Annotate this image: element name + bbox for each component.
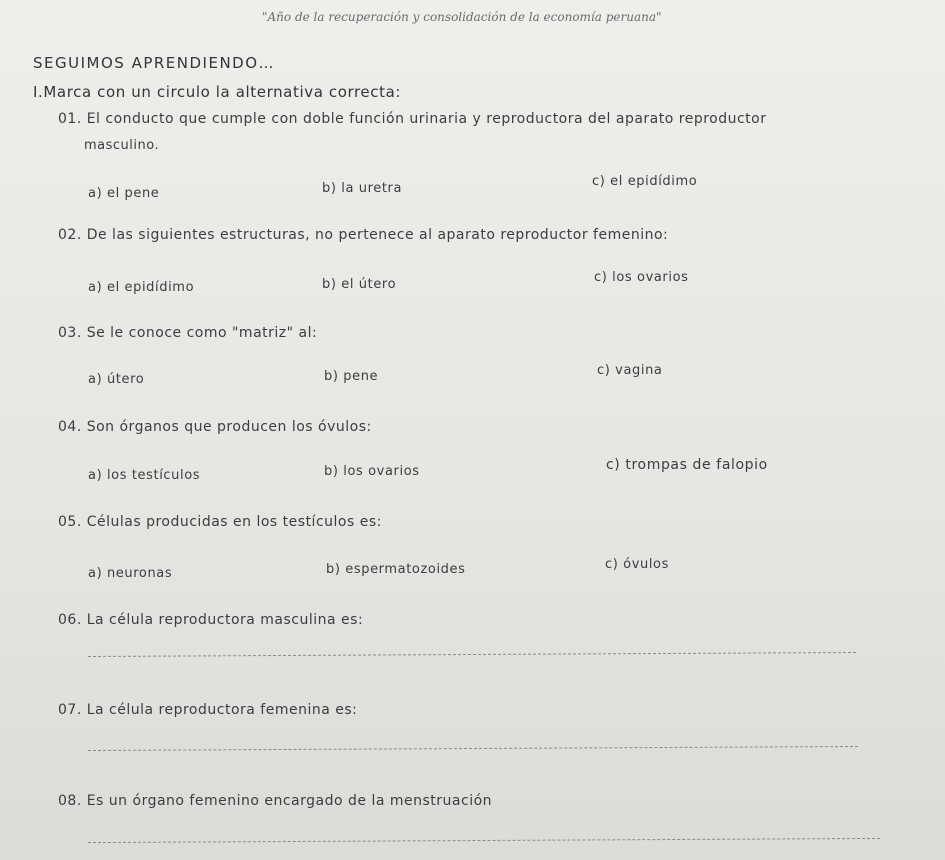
question-04-option-a[interactable]: a) los testículos	[88, 468, 201, 483]
answer-line-08[interactable]	[88, 838, 880, 843]
question-06-text: 06. La célula reproductora masculina es:	[58, 612, 364, 628]
year-motto: "Año de la recuperación y consolidación de la economía peruana"	[262, 10, 662, 24]
question-01-option-c[interactable]: c) el epidídimo	[592, 174, 698, 189]
question-01-text-continued: masculino.	[84, 138, 160, 153]
answer-line-06[interactable]	[88, 652, 856, 657]
question-05-option-a[interactable]: a) neuronas	[88, 566, 173, 581]
question-07-text: 07. La célula reproductora femenina es:	[58, 702, 358, 718]
question-01-option-a[interactable]: a) el pene	[88, 186, 160, 201]
question-05-text: 05. Células producidas en los testículos es:	[58, 514, 382, 530]
question-01-option-b[interactable]: b) la uretra	[322, 181, 403, 196]
question-08-text: 08. Es un órgano femenino encargado de la menstruación	[58, 793, 493, 809]
section-instruction: I.Marca con un circulo la alternativa correcta:	[33, 83, 402, 101]
question-02-option-a[interactable]: a) el epidídimo	[88, 280, 195, 295]
question-04-text: 04. Son órganos que producen los óvulos:	[58, 419, 372, 435]
question-04-option-c[interactable]: c) trompas de falopio	[606, 457, 768, 473]
question-03-option-b[interactable]: b) pene	[324, 369, 379, 384]
question-01-text: 01. El conducto que cumple con doble función urinaria y reproductora del aparato reproductor	[58, 111, 767, 127]
question-03-text: 03. Se le conoce como "matriz" al:	[58, 325, 318, 341]
question-03-option-a[interactable]: a) útero	[88, 372, 145, 387]
question-05-option-c[interactable]: c) óvulos	[605, 557, 669, 572]
answer-line-07[interactable]	[88, 746, 858, 751]
question-03-option-c[interactable]: c) vagina	[597, 363, 663, 378]
question-02-option-c[interactable]: c) los ovarios	[594, 270, 689, 285]
question-02-text: 02. De las siguientes estructuras, no pertenece al aparato reproductor femenino:	[58, 227, 669, 243]
question-04-option-b[interactable]: b) los ovarios	[324, 464, 420, 479]
question-05-option-b[interactable]: b) espermatozoides	[326, 562, 466, 577]
question-02-option-b[interactable]: b) el útero	[322, 277, 397, 292]
page-title: SEGUIMOS APRENDIENDO…	[33, 54, 276, 72]
